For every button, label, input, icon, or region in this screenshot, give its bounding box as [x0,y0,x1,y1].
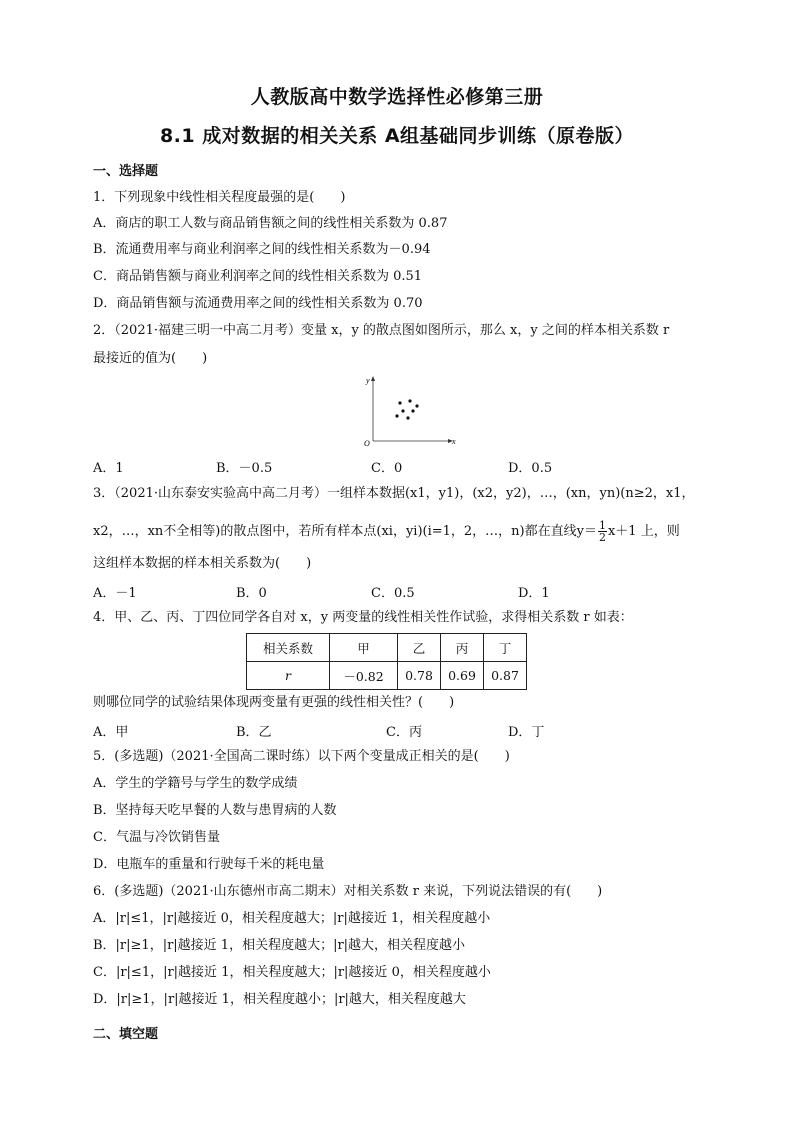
scatter-point [398,401,401,404]
table-cell: r [247,662,330,690]
table-row [247,662,527,690]
table-header-cell: 丁 [484,634,527,662]
q3-stem-line2-part2: x＋1 上，则 [607,524,680,539]
q2-option-c: C．0 [371,461,403,476]
fig-y-label: y [366,376,370,385]
scatter-point [411,409,414,412]
section-heading-fill: 二、填空题 [93,1027,159,1042]
fig-origin-label: O [364,439,370,448]
table-cell: －0.82 [330,662,398,690]
fig-x-label: x [452,437,456,446]
q2-stem-line2: 最接近的值为( ) [93,351,208,366]
table-cell: 0.69 [441,662,484,690]
q2-stem-line1: 2．（2021·福建三明一中高二月考）变量 x，y 的散点图如图所示，那么 x，y 之间的样本相关系数 r [93,323,670,338]
q3-stem-line1: 3．（2021·山东泰安实验高中高二月考）一组样本数据(x1，y1)，(x2，y2)，…，(xn，yn)(n≥2，x1， [93,486,695,501]
q3-stem-line2 [93,520,680,543]
q6-option-d: D．|r|≥1，|r|越接近 1，相关程度越小；|r|越大，相关程度越大 [93,992,466,1007]
fraction-numerator: 1 [598,519,606,532]
q3-option-a: A．－1 [93,586,137,601]
q5-option-b: B．坚持每天吃早餐的人数与患胃病的人数 [93,803,337,818]
q2-option-b: B．－0.5 [216,461,273,476]
q4-question: 则哪位同学的试验结果体现两变量有更强的线性相关性？( ) [93,695,455,710]
page-subtitle: 8.1 成对数据的相关关系 A组基础同步训练（原卷版） [159,125,635,147]
q4-option-b: B．乙 [236,725,272,740]
q6-option-b: B．|r|≥1，|r|越接近 1，相关程度越大；|r|越大，相关程度越小 [93,938,466,953]
table-header-row [247,634,527,662]
q6-option-a: A．|r|≤1，|r|越接近 0，相关程度越大；|r|越接近 1，相关程度越小 [93,911,491,926]
section-heading-choice: 一、选择题 [93,164,159,179]
q1-option-c: C．商品销售额与商业利润率之间的线性相关系数为 0.51 [93,269,423,284]
q5-option-c: C．气温与冷饮销售量 [93,830,220,845]
scatter-point [395,414,398,417]
q4-option-a: A．甲 [93,725,129,740]
table-header-cell: 乙 [398,634,441,662]
table-header-cell: 相关系数 [247,634,330,662]
scatter-figure [360,373,460,448]
fraction-denominator: 2 [598,531,606,544]
q3-stem-line2-part1: x2，…，xn不全相等)的散点图中，若所有样本点(xi，yi)(i=1，2，…，n)都在直线y＝ [93,524,597,539]
q3-stem-line3: 这组样本数据的样本相关系数为( ) [93,556,312,571]
q3-option-d: D．1 [518,586,550,601]
q3-option-b: B．0 [236,586,267,601]
q2-option-d: D．0.5 [508,461,553,476]
table-cell: 0.78 [398,662,441,690]
q5-option-d: D．电瓶车的重量和行驶每千米的耗电量 [93,857,325,872]
q2-option-a: A．1 [93,461,124,476]
table-header-cell: 甲 [330,634,398,662]
scatter-point [401,409,404,412]
scatter-point [415,404,418,407]
q3-option-c: C．0.5 [371,586,415,601]
q4-stem: 4．甲、乙、丙、丁四位同学各自对 x，y 两变量的线性相关性作试验，求得相关系数 r 如表： [93,610,633,625]
correlation-table [246,633,527,690]
scatter-point [408,399,411,402]
q6-stem: 6．(多选题)（2021·山东德州市高二期末）对相关系数 r 来说，下列说法错误的有( ) [93,884,603,899]
scatter-point [406,416,409,419]
q1-option-d: D．商品销售额与流通费用率之间的线性相关系数为 0.70 [93,296,423,311]
q6-option-c: C．|r|≤1，|r|越接近 1，相关程度越大；|r|越接近 0，相关程度越小 [93,965,491,980]
q4-option-c: C．丙 [386,725,422,740]
q5-stem: 5．(多选题)（2021·全国高二课时练）以下两个变量成正相关的是( ) [93,749,510,764]
q4-option-d: D．丁 [508,725,545,740]
page-title: 人教版高中数学选择性必修第三册 [250,86,544,108]
q1-option-a: A．商店的职工人数与商品销售额之间的线性相关系数为 0.87 [93,216,448,231]
table-cell: 0.87 [484,662,527,690]
fraction-one-half [598,520,607,543]
table-header-cell: 丙 [441,634,484,662]
q5-option-a: A．学生的学籍号与学生的数学成绩 [93,776,298,791]
q1-stem: 1．下列现象中线性相关程度最强的是( ) [93,190,346,205]
q1-option-b: B．流通费用率与商业利润率之间的线性相关系数为－0.94 [93,242,431,257]
